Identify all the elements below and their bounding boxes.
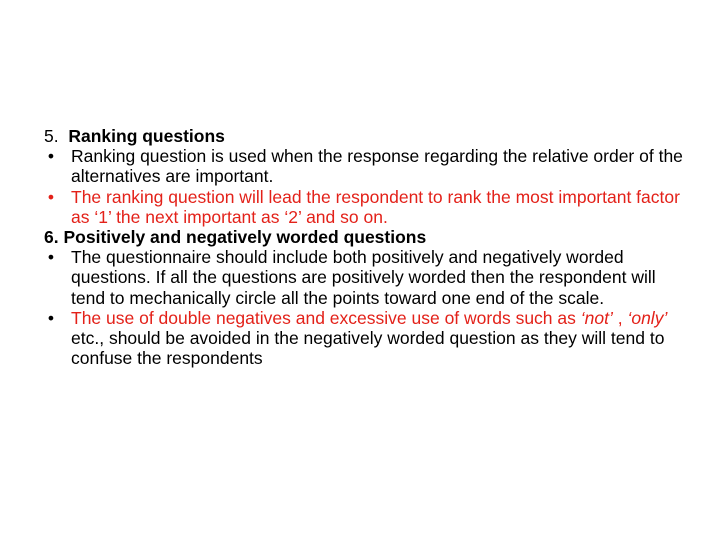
italic-word-not: ‘not’ [580, 307, 613, 328]
bullet-item [44, 247, 694, 308]
bullet-text: Ranking question is used when the response regarding the relative order of the alternatives are important. [71, 146, 683, 187]
section-6-title: Positively and negatively worded questions [63, 227, 427, 248]
bullet-text-red: The use of double negatives and excessive use of words such as [71, 307, 581, 328]
bullet-item-highlighted [44, 187, 694, 227]
italic-word-only: ‘only’ [627, 307, 668, 328]
section-6-heading [44, 227, 694, 247]
slide-body [44, 126, 694, 368]
bullet-icon: • [47, 307, 55, 328]
separator: , [612, 307, 628, 328]
bullet-icon: • [47, 186, 55, 207]
section-5-heading [44, 126, 694, 146]
bullet-item [44, 146, 694, 186]
section-5-number: 5. [44, 126, 59, 146]
bullet-icon: • [47, 247, 55, 268]
bullet-text: The ranking question will lead the respondent to rank the most important factor as ‘1’ the next important as ‘2’ and so on. [71, 186, 680, 227]
bullet-text-etc: etc., [71, 328, 105, 349]
section-6-number: 6. [44, 227, 59, 248]
bullet-icon: • [47, 146, 55, 167]
bullet-item-mixed [44, 308, 694, 369]
section-5-title: Ranking questions [68, 126, 225, 146]
bullet-text: The questionnaire should include both positively and negatively worded questions. If all the questions are positively worded then the respondent will tend to mechanically circle all the points toward one end of the scale. [71, 247, 656, 308]
bullet-text-black: should be avoided in the negatively worded question as they will tend to confuse the respondents [71, 328, 665, 369]
